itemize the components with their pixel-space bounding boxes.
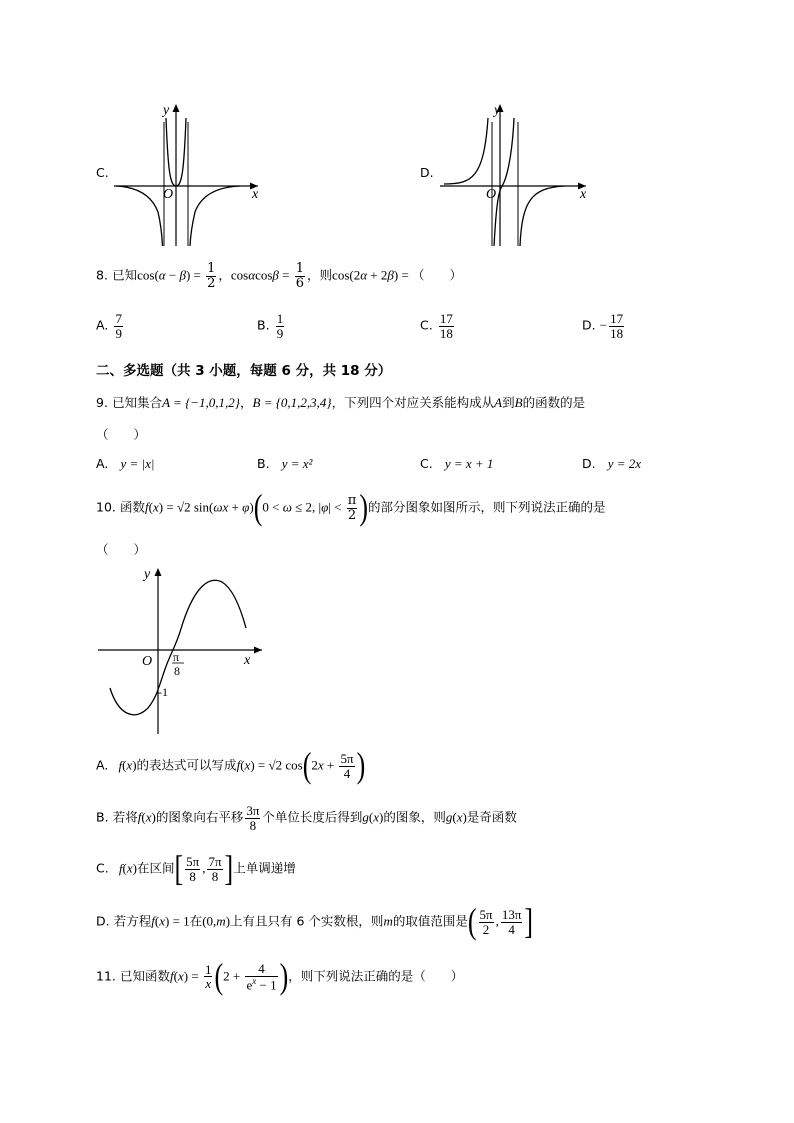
q10-graph-tick-8: 8 xyxy=(174,664,180,678)
question-11-stem: 11. 已知函数f(x) = $\frac{1}{x}$ (2 + $\frac{4}{e^x - 1}$ )，则下列说法正确的是（ ） xyxy=(96,955,464,997)
q10-graph-x-label: x xyxy=(244,653,251,668)
question-8-option-d: D. − $\frac{17}{18}$ xyxy=(582,311,624,341)
question-10-paren: （ ） xyxy=(96,542,147,557)
question-9-option-d: D. y = 2x xyxy=(582,456,642,471)
q10-graph-tick-neg1: -1 xyxy=(158,685,168,699)
option-c-label: C. xyxy=(96,165,109,180)
graph-d-origin: O xyxy=(486,187,497,202)
graph-d-x-label: x xyxy=(580,187,587,202)
question-8-option-a: A. $\frac{7}{9}$ xyxy=(96,311,122,341)
question-9-option-a: A. y = |x| xyxy=(96,456,155,471)
q10-graph-tick-pi: π xyxy=(173,650,180,664)
question-10-option-d: D. 若方程f(x) = 1在(0,m)上有且只有 6 个实数根，则m的取值范围是( $\frac{5\pi}{2}$ , $\frac{13\pi}{4}$ ] xyxy=(96,901,534,942)
question-9-option-c: C. y = x + 1 xyxy=(420,456,494,471)
question-10-graph xyxy=(94,562,270,738)
question-10-option-c: C. f(x)在区间[ $\frac{5\pi}{8}$ , $\frac{7\pi}{8}$ ]上单调递增 xyxy=(96,848,296,889)
graph-d-y-label: y xyxy=(494,103,501,118)
question-10-stem: 10. 函数f(x) = √2 sin(ωx + φ)(0 < ω ≤ 2, |φ| < $\frac{\pi}{2}$ )的部分图象如图所示，则下列说法正确的是 xyxy=(96,487,606,528)
graph-option-c xyxy=(108,100,268,248)
q10-graph-origin: O xyxy=(142,654,153,669)
graph-c-y-label: y xyxy=(163,103,170,118)
question-8-stem: 8. 已知cos(α − β) = $\frac{1}{2}$ ，cosαcosβ = $\frac{1}{6}$ ，则cos(2α + 2β) = （ ） xyxy=(96,261,463,291)
graph-c-x-label: x xyxy=(252,187,259,202)
question-8-option-b: B. $\frac{1}{9}$ xyxy=(257,311,284,341)
question-9-option-b: B. y = x² xyxy=(257,456,313,471)
question-9-stem: 9. 已知集合A = {−1,0,1,2}，B = {0,1,2,3,4}，下列四个对应关系能构成从A到B的函数的是 xyxy=(96,395,586,410)
question-10-option-b: B. 若将f(x)的图象向右平移 $\frac{3\pi}{8}$ 个单位长度后得到g(x)的图象，则g(x)是奇函数 xyxy=(96,803,517,833)
graph-option-d xyxy=(434,100,594,248)
graph-c-origin: O xyxy=(163,187,174,202)
option-d-label: D. xyxy=(420,165,434,180)
question-9-paren: （ ） xyxy=(96,427,147,442)
question-8-option-c: C. $\frac{17}{18}$ xyxy=(420,311,453,341)
section-2-title: 二、多选题（共 3 小题，每题 6 分，共 18 分） xyxy=(96,363,392,379)
question-10-option-a: A. f(x)的表达式可以写成f(x) = √2 cos(2x + $\frac{5\pi}{4}$ ) xyxy=(96,745,366,786)
q10-graph-y-label: y xyxy=(144,567,151,582)
